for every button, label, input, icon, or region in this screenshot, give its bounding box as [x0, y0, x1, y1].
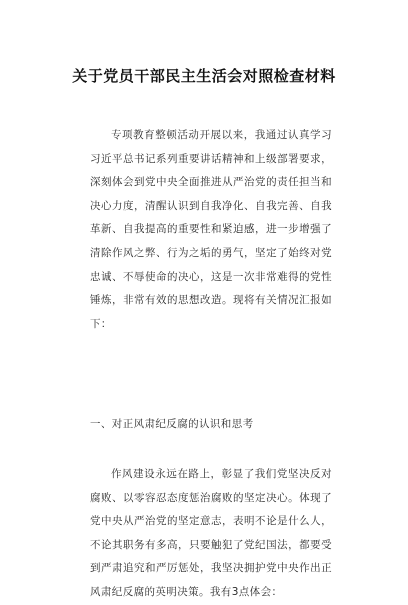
section-heading: 一、对正风肃纪反腐的认识和思考 [90, 418, 254, 430]
document-title: 关于党员干部民主生活会对照检查材料 [72, 67, 336, 85]
section-paragraph: 作风建设永远在路上，彰显了我们党坚决反对腐败、以零容忍态度惩治腐败的坚定决心。体现了党中央从严治党的坚定意志，表明不论是什么人，不论其职务有多高，只要触犯了党纪国法，都要受到严肃追究和严厉惩处，我坚决拥护党中央作出正风肃纪反腐的英明决策。我有3点体会： [90, 468, 332, 598]
intro-paragraph: 专项教育整顿活动开展以来，我通过认真学习习近平总书记系列重要讲话精神和上级部署要求，深刻体会到党中央全面推进从严治党的责任担当和决心力度，清醒认识到自我净化、自我完善、自我革新、自我提高的重要性和紧迫感，进一步增强了清除作风之弊、行为之垢的勇气，坚定了始终对党忠诚、不辱使命的决心，这是一次非常难得的党性锤炼，非常有效的思想改造。现将有关情况汇报如下： [90, 129, 332, 330]
